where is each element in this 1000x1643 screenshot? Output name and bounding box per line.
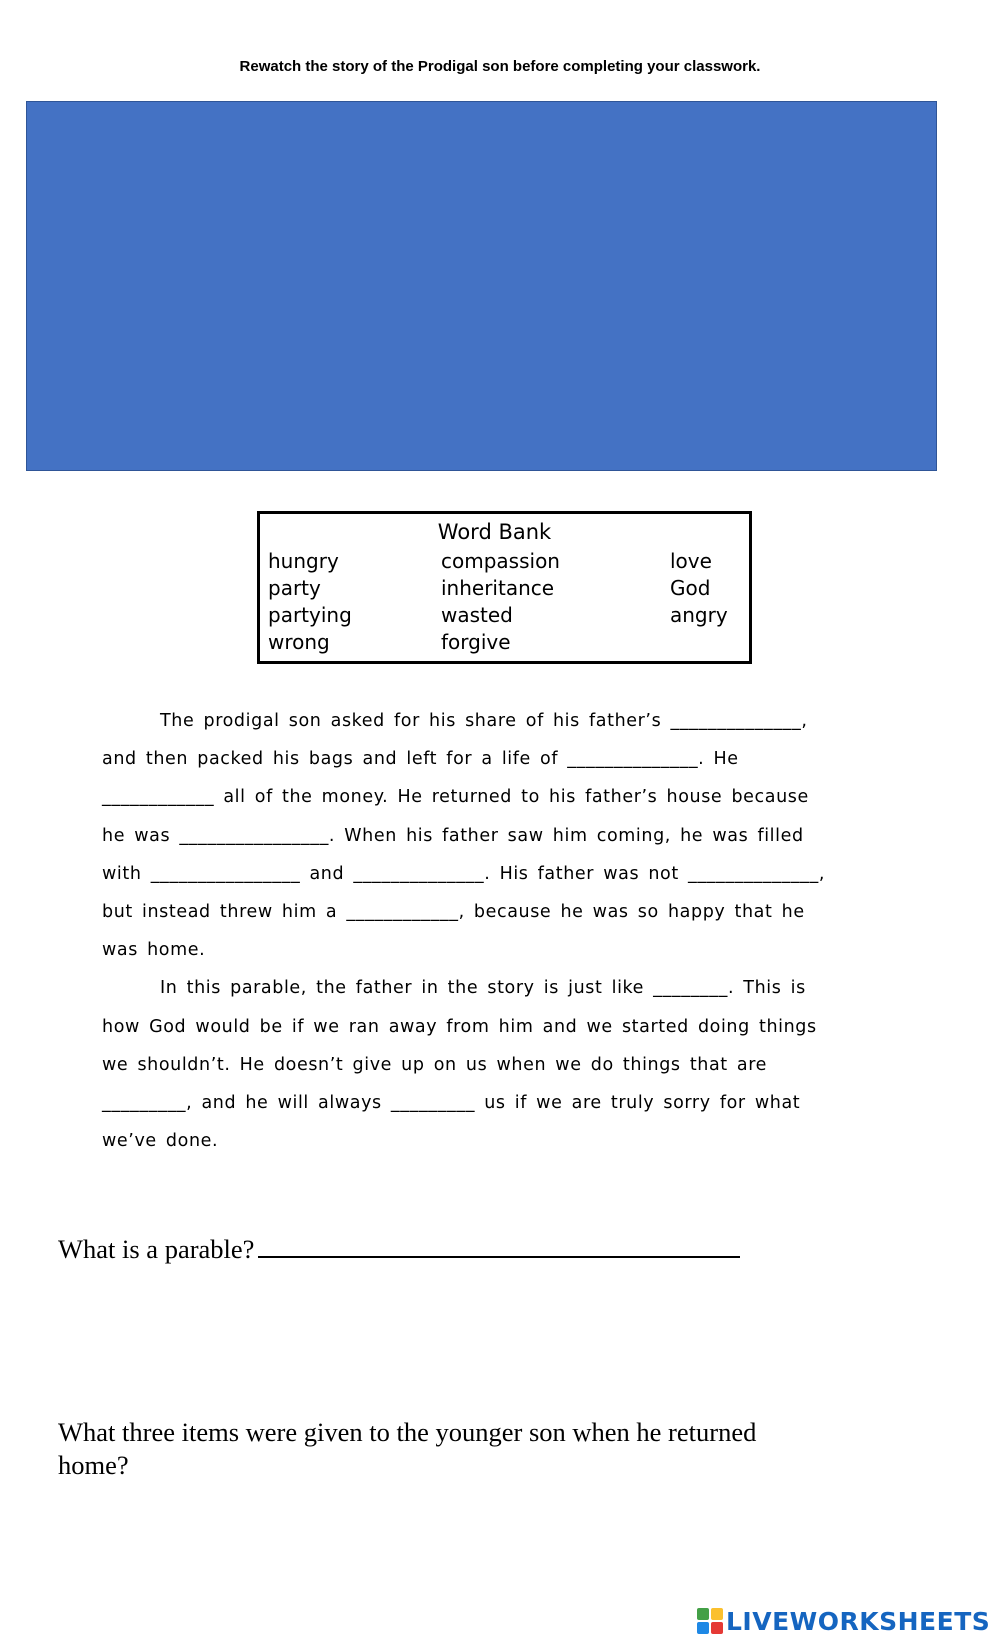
story-line: but instead threw him a ____________, because he was so happy that he <box>102 901 805 922</box>
question-parable <box>58 1233 938 1266</box>
logo-mark-icon <box>697 1608 723 1634</box>
word-bank-word: hungry <box>268 549 339 573</box>
word-bank-word: compassion <box>441 549 560 573</box>
question-three-items <box>58 1416 938 1482</box>
story-line: _________, and he will always _________ us if we are truly sorry for what <box>102 1092 801 1113</box>
video-placeholder[interactable] <box>26 101 937 471</box>
word-bank-word: wasted <box>441 603 513 627</box>
answer-line[interactable] <box>258 1234 740 1258</box>
word-bank-word: forgive <box>441 630 511 654</box>
story-line: we’ve done. <box>102 1131 219 1152</box>
story-line: with ________________ and ______________. His father was not ______________, <box>102 863 826 884</box>
word-bank-word: angry <box>670 603 728 627</box>
instruction-text: Rewatch the story of the Prodigal son before completing your classwork. <box>239 58 761 75</box>
word-bank-title: Word Bank <box>437 520 552 544</box>
story-line: The prodigal son asked for his share of his father’s ______________, <box>160 711 808 731</box>
question-three-items-line-2: home? <box>58 1450 129 1480</box>
question-parable-text: What is a parable? <box>58 1234 255 1264</box>
word-bank-column-3 <box>670 548 728 629</box>
story-line: and then packed his bags and left for a life of ______________. He <box>102 749 739 770</box>
word-bank-word: partying <box>268 603 352 627</box>
story-paragraphs <box>102 705 912 1163</box>
question-three-items-line-1: What three items were given to the younger son when he returned <box>58 1417 757 1447</box>
story-line: was home. <box>102 940 206 961</box>
story-line: ____________ all of the money. He returned to his father’s house because <box>102 787 809 808</box>
word-bank-word: God <box>670 576 711 600</box>
word-bank-word: wrong <box>268 630 330 654</box>
word-bank-word: love <box>670 549 712 573</box>
word-bank-column-1 <box>268 548 352 656</box>
word-bank-word: inheritance <box>441 576 555 600</box>
story-line: how God would be if we ran away from him and we started doing things <box>102 1016 817 1037</box>
logo-text: LIVEWORKSHEETS <box>726 1606 991 1636</box>
word-bank-column-2 <box>441 548 560 656</box>
story-line: he was ________________. When his father saw him coming, he was filled <box>102 825 804 846</box>
story-line: In this parable, the father in the story is just like ________. This is <box>160 978 806 999</box>
liveworksheets-logo <box>697 1606 990 1636</box>
story-line: we shouldn’t. He doesn’t give up on us when we do things that are <box>102 1054 768 1075</box>
word-bank-word: party <box>268 576 321 600</box>
word-bank-box <box>257 511 752 664</box>
